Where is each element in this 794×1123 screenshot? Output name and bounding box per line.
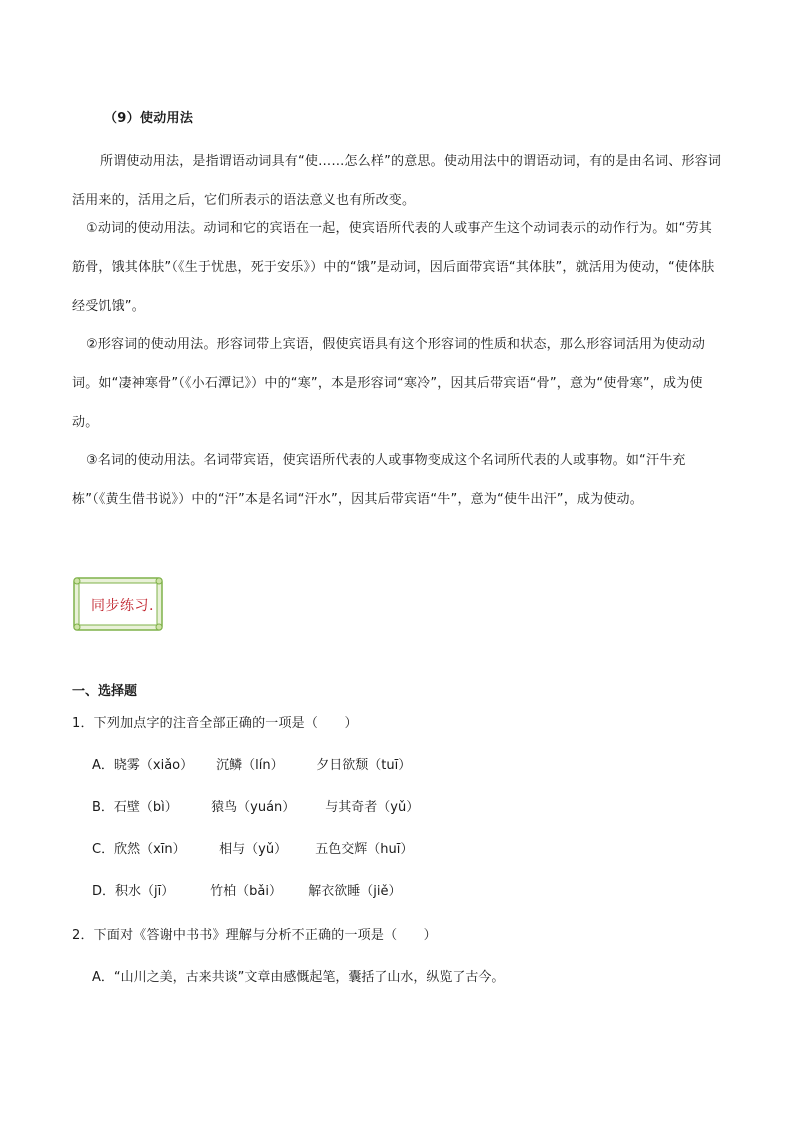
option-b-item-2: 猿鸟（yuán）: [211, 800, 296, 815]
option-c-item-3: 五色交辉（huī）: [315, 842, 414, 857]
question-1-option-c: [92, 838, 413, 857]
option-b-item-3: 与其奇者（yǔ）: [325, 800, 420, 815]
paragraph-noun-causative: ③名词的使动用法。名词带宾语，使宾语所代表的人或事物变成这个名词所代表的人或事物。如“汗牛充栋”（《黄生借书说》）中的“汗”本是名词“汗水”，因其后带宾语“牛”，意为“使牛出汗”，成为使动。: [72, 453, 686, 507]
option-a-item-1: A．晓雾（xiǎo）: [92, 758, 194, 773]
sync-practice-label: 同步练习.: [91, 598, 154, 614]
option-d-item-3: 解衣欲睡（jiě）: [308, 884, 402, 899]
section-title-choice: 一、选择题: [72, 684, 138, 699]
question-2-stem: 2．下面对《答谢中书书》理解与分析不正确的一项是（ ）: [72, 928, 437, 943]
question-1-option-a: [92, 754, 411, 773]
paragraph-adjective-causative: ②形容词的使动用法。形容词带上宾语，假使宾语具有这个形容词的性质和状态，那么形容词活用为使动动词。如“凄神寒骨”（《小石潭记》）中的“寒”，本是形容词“寒冷”，因其后带宾语“骨”，意为“使骨寒”，成为使动。: [72, 337, 706, 430]
question-1-option-d: [92, 880, 402, 899]
option-c-item-1: C．欣然（xīn）: [92, 842, 186, 857]
question-2-option-a: A．“山川之美，古来共谈”文章由感慨起笔，囊括了山水，纵览了古今。: [92, 970, 505, 985]
sync-practice-badge: [71, 576, 165, 632]
option-c-item-2: 相与（yǔ）: [219, 842, 288, 857]
question-1-stem: 1．下列加点字的注音全部正确的一项是（ ）: [72, 716, 358, 731]
paragraph-intro: 所谓使动用法，是指谓语动词具有“使……怎么样”的意思。使动用法中的谓语动词，有的是由名词、形容词活用来的，活用之后，它们所表示的语法意义也有所改变。: [72, 154, 722, 208]
option-a-item-2: 沉鳞（lín）: [216, 758, 284, 773]
option-a-item-3: 夕日欲颓（tuī）: [316, 758, 412, 773]
option-d-item-1: D．积水（jī）: [92, 884, 175, 899]
option-b-item-1: B．石壁（bì）: [92, 800, 178, 815]
option-d-item-2: 竹柏（bǎi）: [210, 884, 282, 899]
paragraph-verb-causative: ①动词的使动用法。动词和它的宾语在一起，使宾语所代表的人或事产生这个动词表示的动作行为。如“劳其筋骨，饿其体肤”（《生于忧患，死于安乐》）中的“饿”是动词，因后面带宾语“其体肤”，就活用为使动，“使体肤经受饥饿”。: [72, 221, 715, 314]
section-heading-causative: （9）使动用法: [104, 111, 194, 126]
question-1-option-b: [92, 796, 419, 815]
